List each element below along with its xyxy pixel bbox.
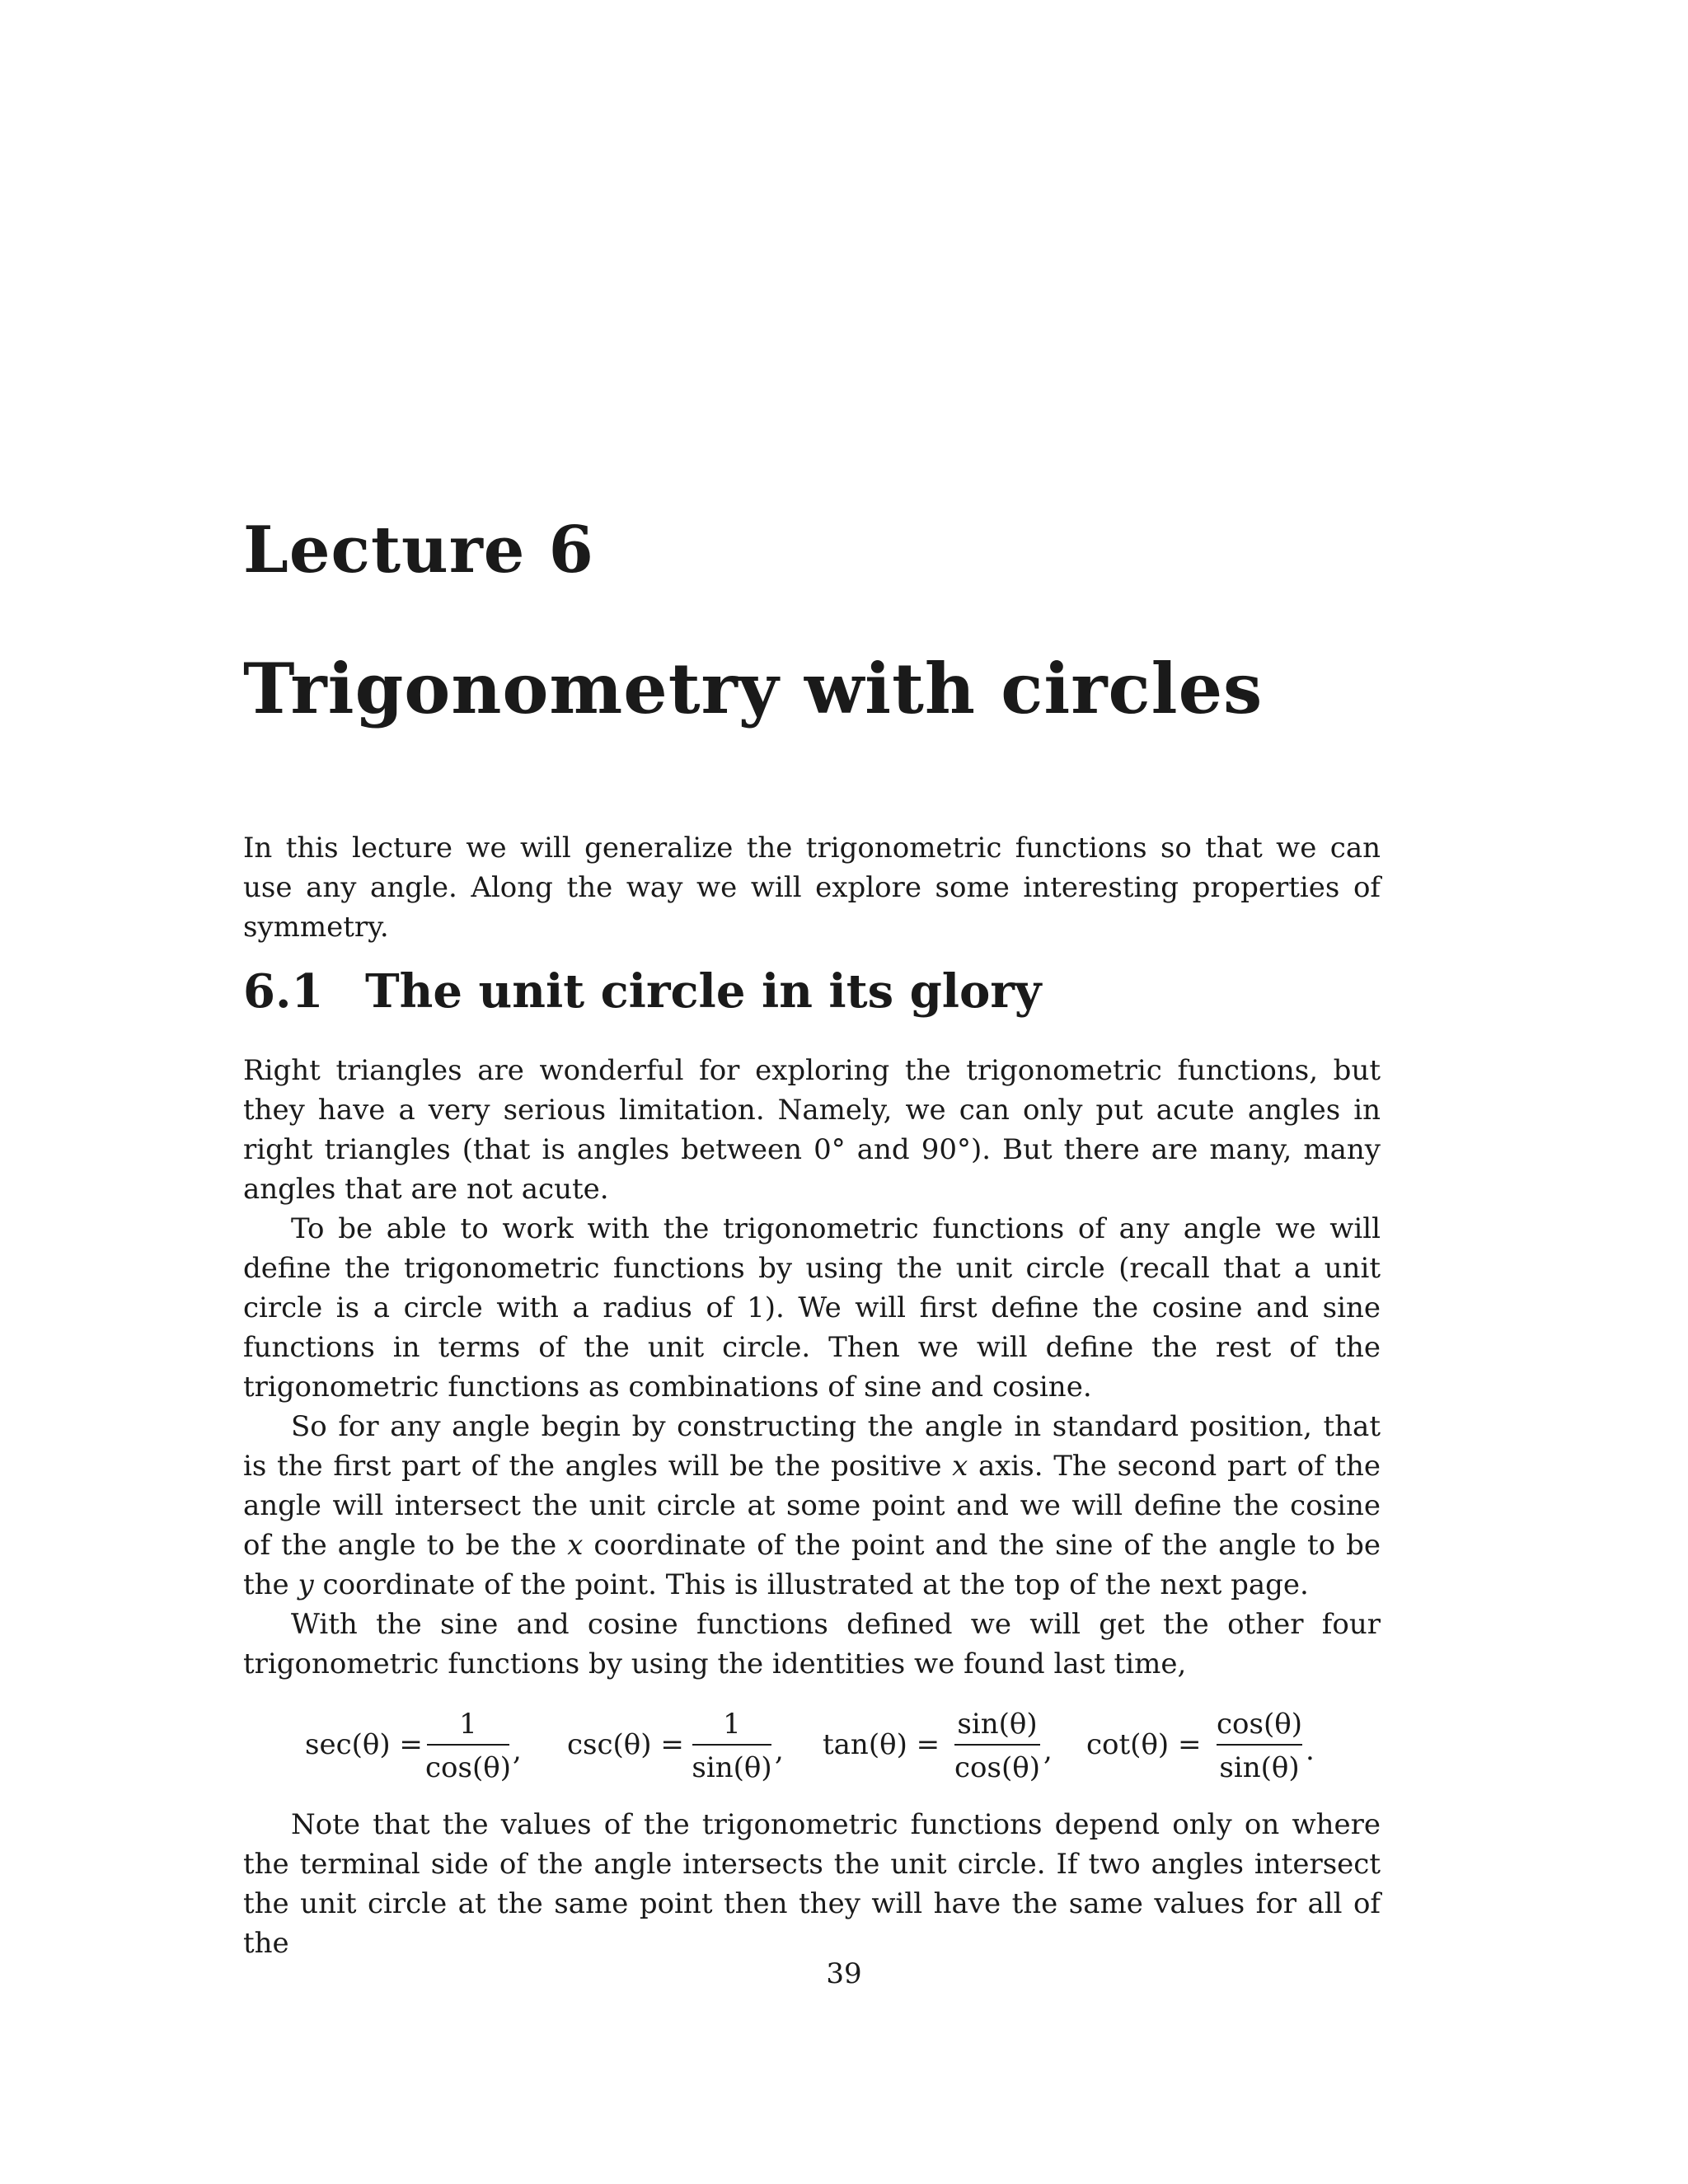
formula-period: . xyxy=(1306,1734,1315,1767)
section-heading xyxy=(243,964,1041,1019)
csc-numerator: 1 xyxy=(723,1708,741,1741)
formula-comma: , xyxy=(1043,1734,1053,1767)
section-body-continued xyxy=(243,1805,1381,1963)
paragraph-terminal-side: Note that the values of the trigonometric functions depend only on where the terminal side of the angle intersects the unit circle. If two angles intersect the unit circle at the same point then they will have the same values for all of the xyxy=(243,1808,1381,1960)
cot-denominator: sin(θ) xyxy=(1219,1751,1300,1784)
cot-numerator: cos(θ) xyxy=(1217,1708,1302,1741)
section-body xyxy=(243,1051,1381,1684)
sec-lhs: sec(θ) = xyxy=(305,1728,423,1761)
math-variable-x: x xyxy=(952,1450,968,1483)
csc-lhs: csc(θ) = xyxy=(567,1728,684,1761)
sec-denominator: cos(θ) xyxy=(425,1751,511,1784)
paragraph-standard-position xyxy=(243,1407,1381,1605)
page-number: 39 xyxy=(826,1957,862,1990)
paragraph-unit-circle-definition: To be able to work with the trigonometric functions of any angle we will define the trigonometric functions by using the unit circle (recall that a unit circle is a circle with a radius of 1). We will first define the cosine and sine functions in terms of the unit circle. Then we will define the rest of the trigonometric functions as combinations of sine and cosine. xyxy=(243,1212,1381,1404)
tan-lhs: tan(θ) = xyxy=(823,1728,940,1761)
tan-denominator: cos(θ) xyxy=(954,1751,1040,1784)
sec-numerator: 1 xyxy=(459,1708,477,1741)
section-title: The unit circle in its glory xyxy=(365,964,1042,1019)
math-variable-x: x xyxy=(567,1529,584,1562)
intro-paragraph xyxy=(243,828,1381,947)
intro-text: In this lecture we will generalize the trigonometric functions so that we can use any angle. Along the way we will explore some interesting properties of symmetry. xyxy=(243,832,1381,944)
math-variable-y: y xyxy=(298,1568,314,1601)
cot-lhs: cot(θ) = xyxy=(1086,1728,1202,1761)
paragraph-text: coordinate of the point and the sine of the angle to be the xyxy=(243,1529,1381,1601)
formula-comma: , xyxy=(775,1734,784,1767)
paragraph-text: axis. The second part of the angle will intersect the unit circle at some point and we will define the cosine of the angle to be the xyxy=(243,1450,1381,1562)
trig-identities-formula xyxy=(305,1698,1335,1788)
paragraph-text: coordinate of the point. This is illustrated at the top of the next page. xyxy=(313,1568,1309,1601)
tan-numerator: sin(θ) xyxy=(957,1708,1038,1741)
section-number: 6.1 xyxy=(243,964,324,1019)
lecture-label: Lecture 6 xyxy=(243,513,594,588)
chapter-title: Trigonometry with circles xyxy=(243,648,1264,729)
formula-comma: , xyxy=(513,1734,522,1767)
paragraph-text: So for any angle begin by constructing the angle in standard position, that is the first part of the angles will be the positive xyxy=(243,1410,1381,1483)
paragraph-other-functions: With the sine and cosine functions defined we will get the other four trigonometric functions by using the identities we found last time, xyxy=(243,1608,1381,1680)
paragraph-right-triangles: Right triangles are wonderful for exploring the trigonometric functions, but they have a very serious limitation. Namely, we can only put acute angles in right triangles (that is angles between 0° and 90°). But there are many, many angles that are not acute. xyxy=(243,1054,1381,1206)
csc-denominator: sin(θ) xyxy=(692,1751,772,1784)
